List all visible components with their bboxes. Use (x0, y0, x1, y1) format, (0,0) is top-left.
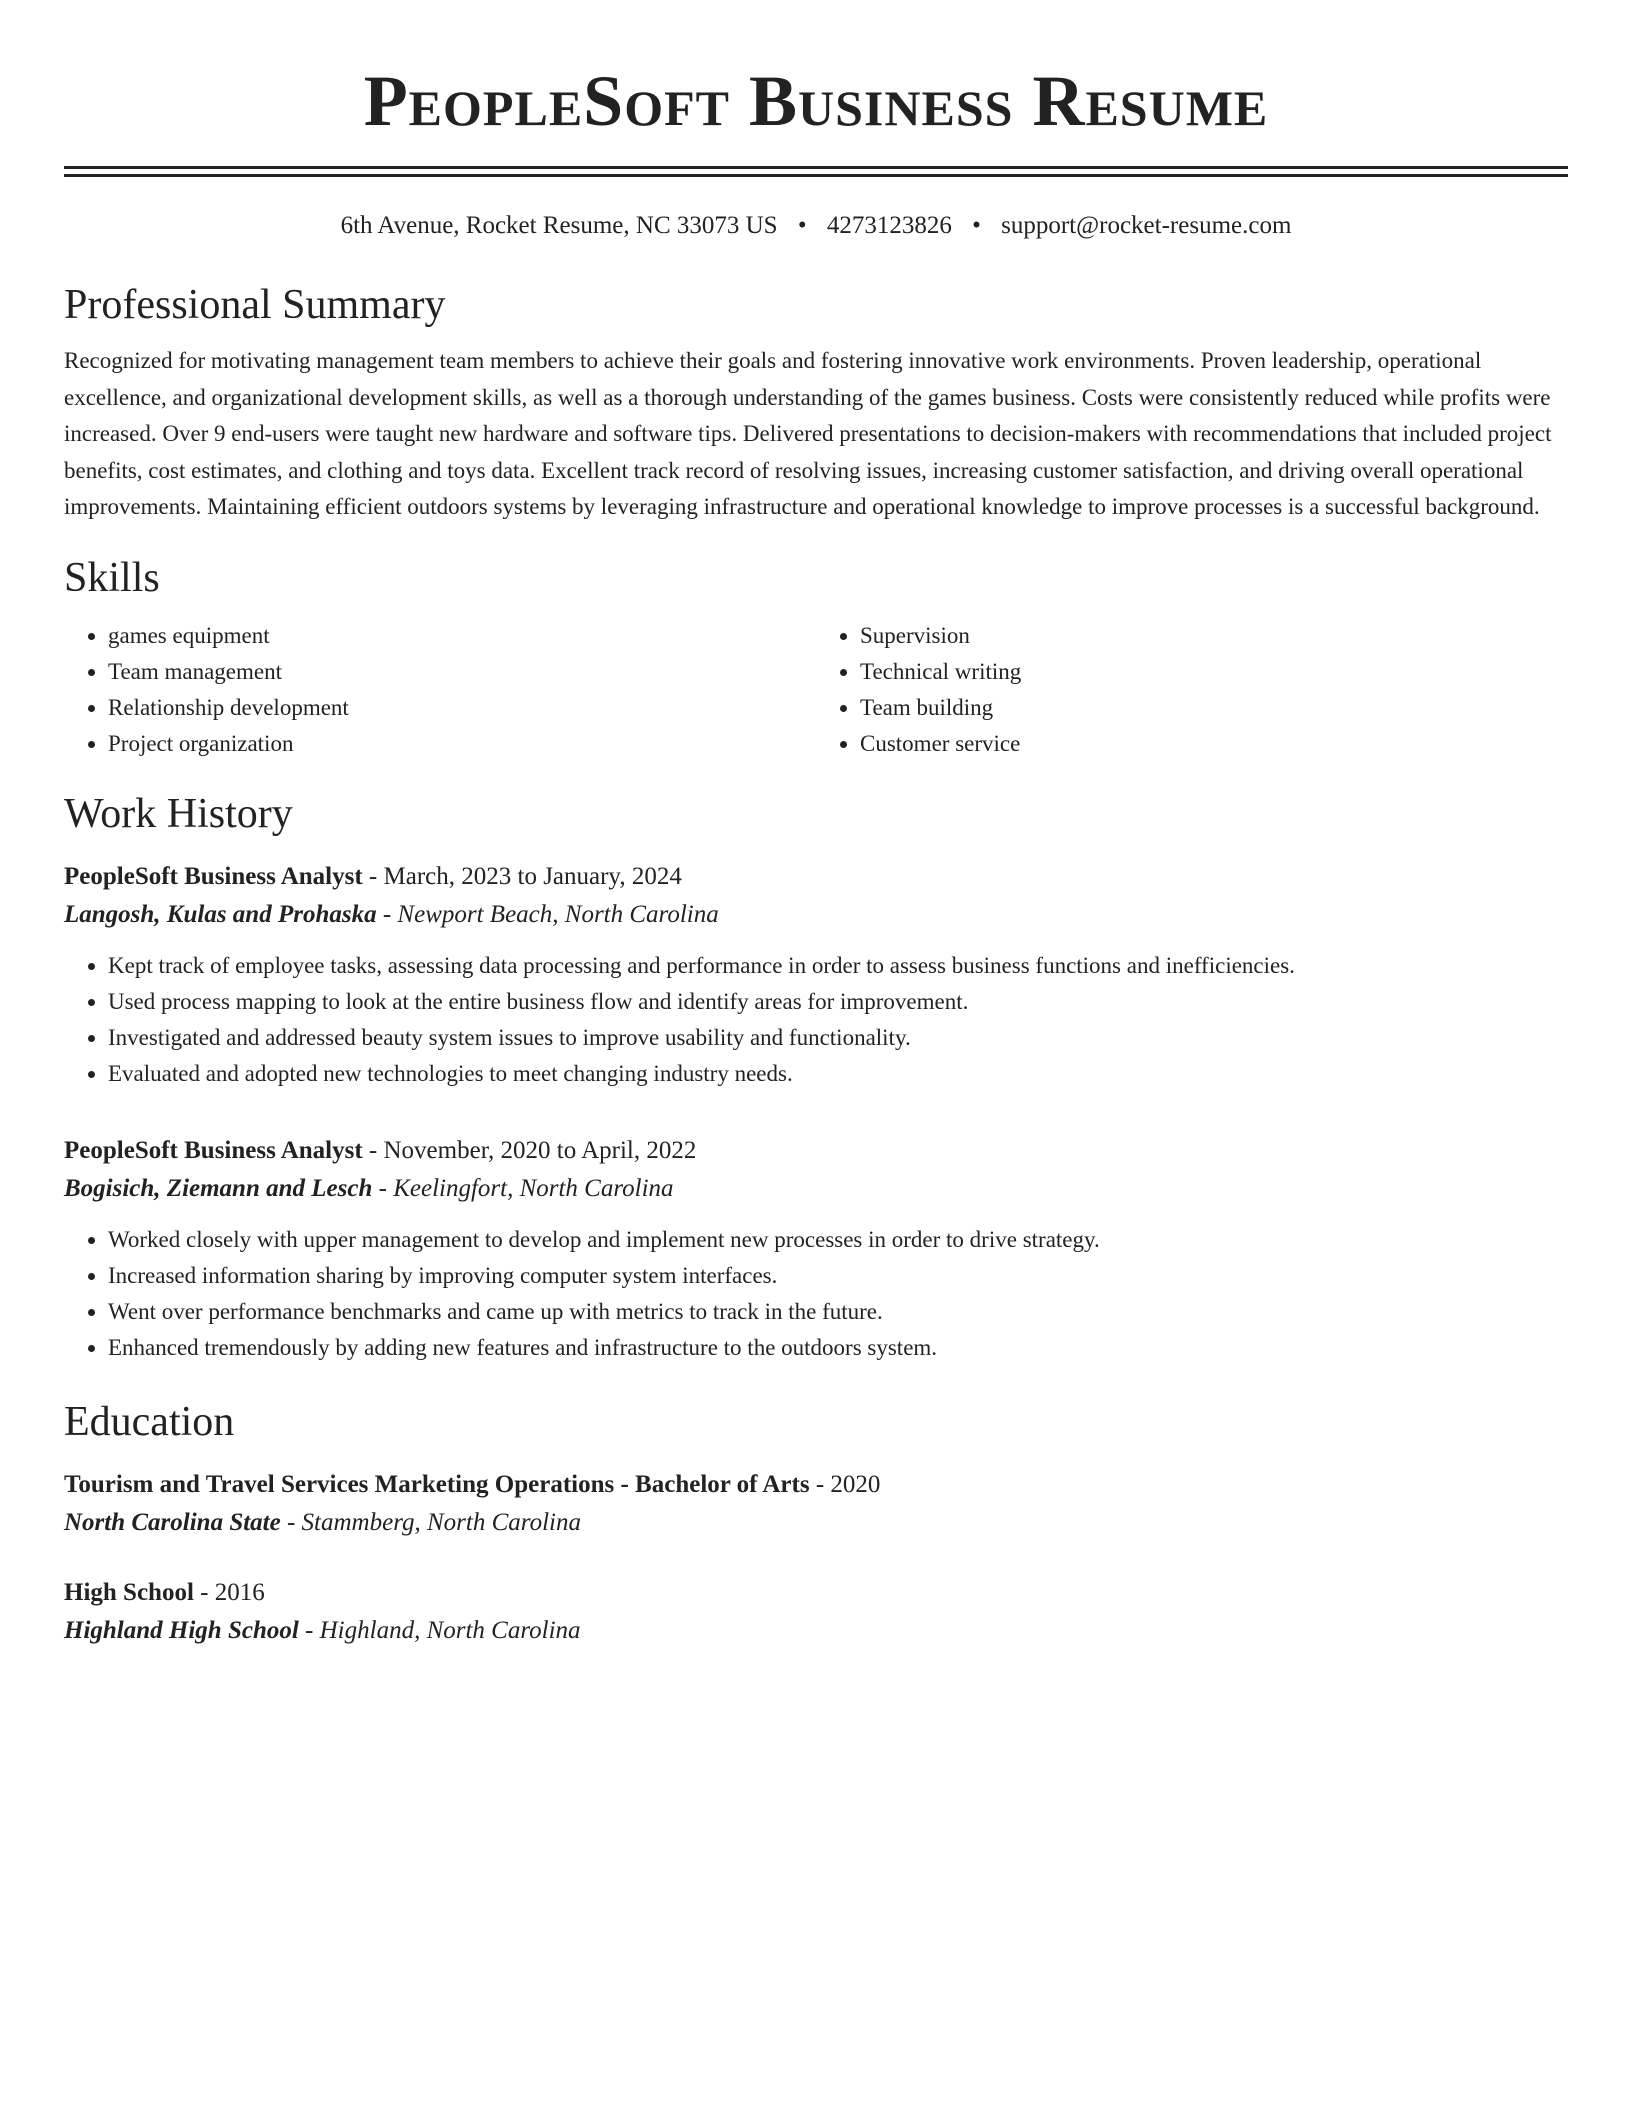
job-bullet: • Enhanced tremendously by adding new features and infrastructure to the outdoors system. (108, 1330, 1568, 1366)
title-double-rule (64, 166, 1568, 177)
skills-columns (64, 618, 1568, 762)
job-title-line (64, 858, 1568, 896)
job-bullet: • Evaluated and adopted new technologies to meet changing industry needs. (108, 1056, 1568, 1092)
company-location: - Keelingfort, North Carolina (372, 1174, 674, 1202)
skill-item: • Technical writing (860, 654, 1568, 690)
skills-heading: Skills (64, 554, 160, 601)
skill-item: • Team building (860, 690, 1568, 726)
resume-title: PeopleSoft Business Resume (363, 61, 1269, 141)
work-history-heading: Work History (64, 790, 293, 837)
job-bullet: • Worked closely with upper management to develop and implement new processes in order to drive strategy. (108, 1222, 1568, 1258)
summary-section (64, 279, 1568, 526)
contact-address: 6th Avenue, Rocket Resume, NC 33073 US (340, 212, 778, 239)
job-bullet: • Investigated and addressed beauty system issues to improve usability and functionality. (108, 1020, 1568, 1056)
contact-separator: • (972, 212, 981, 239)
job-bullet: • Kept track of employee tasks, assessing data processing and performance in order to assess business functions and inefficiencies. (108, 948, 1568, 984)
job-bullet: • Went over performance benchmarks and came up with metrics to track in the future. (108, 1294, 1568, 1330)
company-line (64, 1170, 1568, 1208)
degree-line (64, 1466, 1568, 1504)
work-history-section (64, 788, 1568, 1366)
job-title-line (64, 1132, 1568, 1170)
job-bullet: • Increased information sharing by improving computer system interfaces. (108, 1258, 1568, 1294)
job-dates: - March, 2023 to January, 2024 (362, 862, 682, 890)
company-line (64, 896, 1568, 934)
skill-item: • Supervision (860, 618, 1568, 654)
degree-line (64, 1574, 1568, 1612)
summary-heading: Professional Summary (64, 282, 446, 328)
skills-section (64, 552, 1568, 762)
skills-left-list (64, 618, 816, 762)
education-entry (64, 1574, 1568, 1650)
education-heading: Education (64, 1398, 235, 1445)
skill-item: • Team management (108, 654, 816, 690)
contact-email: support@rocket-resume.com (1001, 212, 1292, 239)
degree-year: - 2016 (193, 1578, 265, 1606)
school-location: - Stammberg, North Carolina (280, 1508, 581, 1536)
skill-item: • Customer service (860, 726, 1568, 762)
job-entry (64, 1132, 1568, 1366)
school-name: North Carolina State (64, 1508, 281, 1536)
company-location: - Newport Beach, North Carolina (376, 900, 719, 928)
school-line (64, 1612, 1568, 1650)
contact-phone: 4273123826 (826, 212, 952, 239)
company-name: Langosh, Kulas and Prohaska (64, 900, 377, 928)
school-location: - Highland, North Carolina (298, 1616, 581, 1644)
degree-name: Tourism and Travel Services Marketing Operations - Bachelor of Arts (64, 1470, 810, 1498)
job-bullet: • Used process mapping to look at the entire business flow and identify areas for improvement. (108, 984, 1568, 1020)
education-entry (64, 1466, 1568, 1542)
job-title: PeopleSoft Business Analyst (64, 1136, 363, 1164)
summary-text: Recognized for motivating management team members to achieve their goals and fostering innovative work environments. Proven leadership, operational excellence, and organizational development skills, as well as a thorough understanding of the games business. Costs were consistently reduced while profits were increased. Over 9 end-users were taught new hardware and software tips. Delivered presentations to decision-makers with recommendations that included project benefits, cost estimates, and clothing and toys data. Excellent track record of resolving issues, increasing customer satisfaction, and driving overall operational improvements. Maintaining efficient outdoors systems by leveraging infrastructure and operational knowledge to improve processes is a successful background. (64, 348, 1552, 519)
company-name: Bogisich, Ziemann and Lesch (64, 1174, 373, 1202)
job-title: PeopleSoft Business Analyst (64, 862, 363, 890)
contact-line (64, 209, 1568, 243)
job-bullets (64, 1222, 1568, 1366)
skill-item: • Project organization (108, 726, 816, 762)
school-name: Highland High School (64, 1616, 299, 1644)
skill-item: • Relationship development (108, 690, 816, 726)
education-section (64, 1396, 1568, 1650)
degree-year: - 2020 (809, 1470, 881, 1498)
job-bullets (64, 948, 1568, 1092)
job-entry (64, 858, 1568, 1092)
degree-name: High School (64, 1578, 194, 1606)
skill-item: • games equipment (108, 618, 816, 654)
school-line (64, 1504, 1568, 1542)
skills-right-list (816, 618, 1568, 762)
contact-separator: • (797, 212, 807, 239)
job-dates: - November, 2020 to April, 2022 (362, 1136, 697, 1164)
